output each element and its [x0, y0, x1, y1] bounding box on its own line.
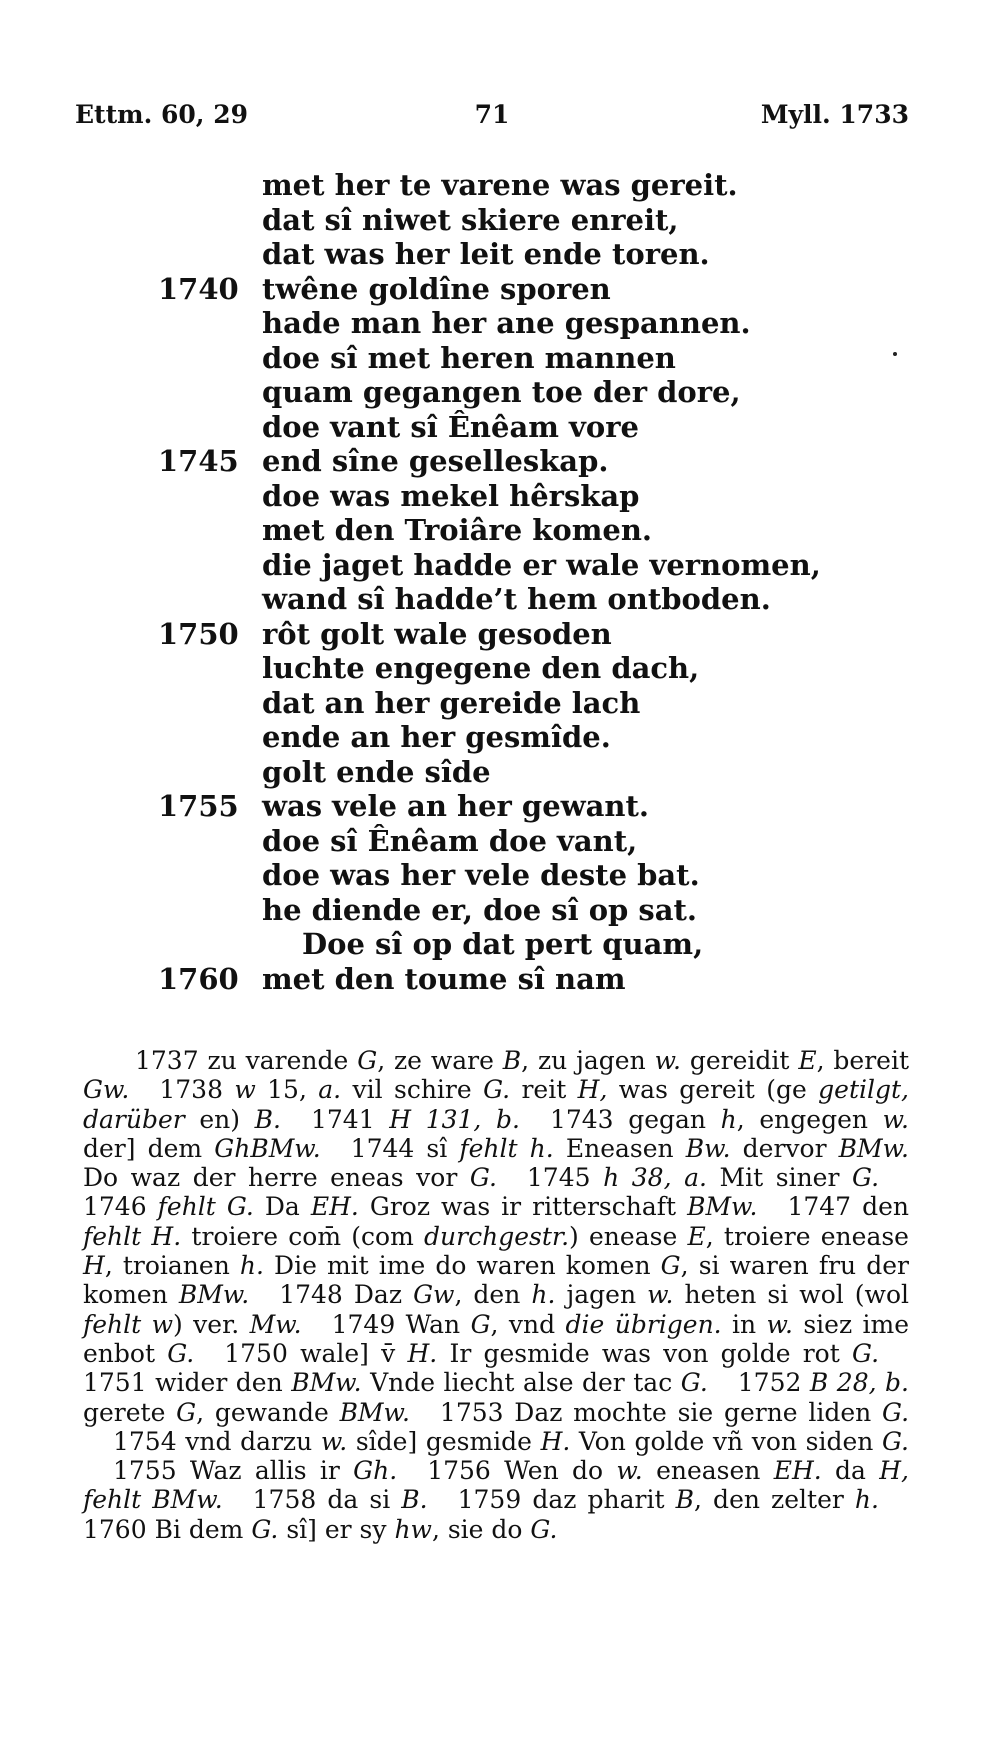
verse-text: was vele an her gewant. [262, 789, 649, 823]
verse-line [0, 824, 1000, 859]
verse-line [0, 755, 1000, 790]
verse-line [0, 444, 1000, 479]
line-number: 1750 [158, 616, 239, 651]
verse-text: die jaget hadde er wale vernomen, [262, 547, 821, 582]
apparatus-paragraph: 1737 zu varende G, ze ware B, zu jagen w. gereidit E, bereit Gw. 1738 w 15, a. vil schire G. reit H, was gereit (ge getilgt, darüber en) B. 1741 H 131, b. 1743 gegan h, engegen w. der] dem GhBMw. 1744 sî fehlt h. Eneasen Bw. dervor BMw. Do waz der herre eneas vor G. 1745 h 38, a. Mit siner G.1746 fehlt G. Da EH. Groz was ir ritterschaft BMw. 1747 den fehlt H. troiere com̄ (com durchgestr.) enease E, troiere enease H, troianen h. Die mit ime do waren komen G, si waren fru der komen BMw. 1748 Daz Gw, den h. jagen w. heten si wol (wol fehlt w) ver. Mw. 1749 Wan G, vnd die übrigen. in w. siez ime enbot G. 1750 wale] v̄ H. Ir gesmide was von golde rot G.1751 wider den BMw. Vnde liecht alse der tac G. 1752 B 28, b. gerete G, gewande BMw. 1753 Daz mochte sie gerne liden G.1754 vnd darzu w. sîde] gesmide H. Von golde vñ von siden G.1755 Waz allis ir Gh. 1756 Wen do w. eneasen EH. da H, fehlt BMw. 1758 da si B. 1759 daz pharit B, den zelter h.1760 Bi dem G. sî] er sy hw, sie do G. [83, 1046, 910, 1544]
verse-line [0, 306, 1000, 341]
verse-text: ende an her gesmîde. [262, 720, 611, 754]
verse-line [0, 720, 1000, 755]
line-number: 1740 [158, 271, 239, 306]
verse-line [0, 341, 1000, 376]
line-number: 1755 [158, 789, 239, 823]
verse-text: end sîne geselleskap. [262, 444, 609, 478]
verse-text: dat an her gereide lach [262, 685, 641, 720]
verse-text: hade man her ane gespannen. [262, 306, 751, 340]
verse-line [0, 962, 1000, 997]
verse-line [0, 617, 1000, 652]
verse-line [0, 237, 1000, 272]
verse-line [0, 272, 1000, 307]
verse-line [0, 375, 1000, 410]
line-number: 1760 [158, 961, 239, 996]
verse-text: doe was mekel hêrskap [262, 478, 640, 513]
verse-line [0, 686, 1000, 721]
verse-line [0, 651, 1000, 686]
verse-line [0, 479, 1000, 514]
verse-text: he diende er, doe sî op sat. [262, 892, 698, 927]
verse-text: met her te varene was gereit. [262, 168, 738, 202]
verse-text: doe vant sî Ênêam vore [262, 409, 639, 444]
verse-block [0, 168, 1000, 996]
verse-line [0, 203, 1000, 238]
page-number: 71 [474, 100, 510, 129]
verse-text: rôt golt wale gesoden [262, 616, 612, 651]
verse-text: met den Troiâre komen. [262, 513, 653, 547]
verse-text: doe was her vele deste bat. [262, 858, 700, 892]
verse-text: doe sî met heren mannen [262, 340, 676, 375]
running-header [75, 100, 909, 140]
verse-text: met den toume sî nam [262, 961, 626, 996]
header-right-reference: Myll. 1733 [760, 100, 909, 129]
verse-line [0, 893, 1000, 928]
verse-line [0, 168, 1000, 203]
verse-text: Doe sî op dat pert quam, [302, 927, 704, 961]
verse-line [0, 582, 1000, 617]
verse-line [0, 927, 1000, 962]
verse-line [0, 410, 1000, 445]
verse-line [0, 513, 1000, 548]
verse-text: wand sî hadde’t hem ontboden. [262, 582, 771, 616]
verse-text: luchte engegene den dach, [262, 651, 700, 685]
verse-line [0, 789, 1000, 824]
verse-text: twêne goldîne sporen [262, 271, 611, 306]
verse-text: quam gegangen toe der dore, [262, 375, 741, 409]
verse-line [0, 858, 1000, 893]
verse-text: dat sî niwet skiere enreit, [262, 202, 679, 237]
verse-text: dat was her leit ende toren. [262, 237, 710, 271]
line-number: 1745 [158, 444, 239, 478]
verse-text: golt ende sîde [262, 754, 491, 789]
header-left-reference: Ettm. 60, 29 [75, 100, 248, 129]
verse-line [0, 548, 1000, 583]
verse-text: doe sî Ênêam doe vant, [262, 823, 638, 858]
critical-apparatus [83, 1046, 909, 1544]
